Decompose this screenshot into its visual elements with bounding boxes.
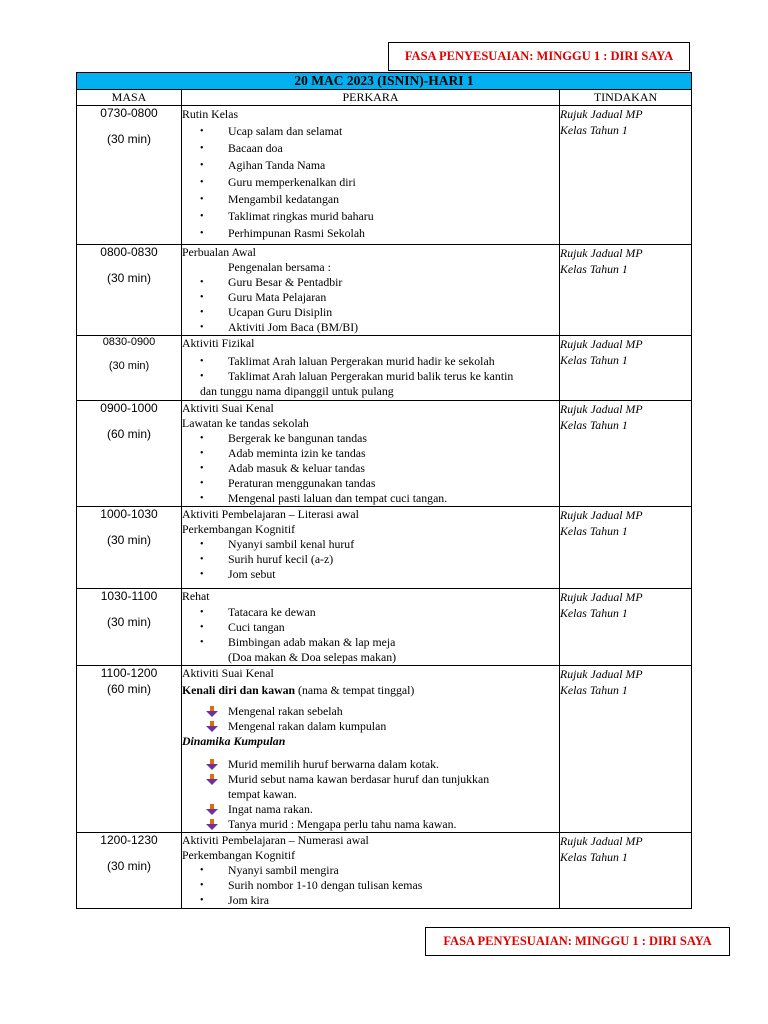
- time-range: 1100-1200: [100, 666, 158, 680]
- time-range: 1000-1030: [100, 507, 158, 521]
- list-item: • Taklimat Arah laluan Pergerakan murid balik terus ke kantin: [200, 369, 559, 384]
- list-item: • Bacaan doa: [200, 140, 559, 157]
- activity-heading: Aktiviti Pembelajaran – Numerasi awal: [182, 833, 369, 847]
- activity-subheading: Perkembangan Kognitif: [182, 848, 296, 862]
- action-line: Kelas Tahun 1: [560, 850, 628, 864]
- action-line: Kelas Tahun 1: [560, 683, 628, 697]
- activity-subheading: [182, 683, 559, 698]
- duration: (30 min): [106, 533, 151, 547]
- activity-cell: [182, 589, 560, 666]
- list-item: • Nyanyi sambil kenal huruf: [200, 537, 559, 552]
- table-row: [77, 589, 692, 666]
- action-cell: [560, 589, 692, 666]
- action-line: Rujuk Jadual MP: [560, 667, 643, 681]
- activity-cell: [182, 666, 560, 833]
- time-range: 0800-0830: [100, 245, 158, 259]
- activity-heading: Aktiviti Fizikal: [182, 336, 255, 350]
- time-range: 0900-1000: [100, 401, 158, 415]
- activity-cell: [182, 245, 560, 336]
- duration: (30 min): [106, 615, 151, 629]
- list-item: • Jom kira: [200, 893, 559, 908]
- table-row: [77, 245, 692, 336]
- list-item: • Jom sebut: [200, 567, 559, 582]
- duration: (60 min): [106, 427, 151, 441]
- time-range: 0730-0800: [100, 106, 158, 120]
- header-perkara: PERKARA: [182, 90, 560, 106]
- duration: (30 min): [106, 271, 151, 285]
- arrow-down-icon: [206, 804, 218, 815]
- bold-heading: Kenali diri dan kawan: [182, 683, 296, 697]
- activity-heading: Perbualan Awal: [182, 245, 256, 259]
- action-cell: [560, 401, 692, 507]
- table-row: [77, 507, 692, 589]
- header-tindakan: TINDAKAN: [560, 90, 692, 106]
- header-masa: MASA: [77, 90, 182, 106]
- arrow-down-icon: [206, 774, 218, 785]
- action-line: Kelas Tahun 1: [560, 353, 628, 367]
- action-line: Kelas Tahun 1: [560, 524, 628, 538]
- table-row: [77, 106, 692, 245]
- time-cell: [77, 336, 182, 401]
- list-item: • Guru memperkenalkan diri: [200, 174, 559, 191]
- list-item: • Mengenal pasti laluan dan tempat cuci tangan.: [200, 491, 559, 506]
- activity-cell: [182, 833, 560, 909]
- list-item: • Peraturan menggunakan tandas: [200, 476, 559, 491]
- activity-cell: [182, 507, 560, 589]
- time-cell: [77, 589, 182, 666]
- table-row: [77, 401, 692, 507]
- time-range: 1030-1100: [100, 589, 158, 603]
- duration: (60 min): [106, 682, 151, 696]
- list-item: Murid sebut nama kawan berdasar huruf dan tunjukkan tempat kawan.: [204, 772, 559, 802]
- arrow-down-icon: [206, 819, 218, 830]
- table-row: [77, 833, 692, 909]
- list-item: • Surih huruf kecil (a-z): [200, 552, 559, 567]
- list-item: Mengenal rakan dalam kumpulan: [204, 719, 559, 734]
- activity-cell: [182, 106, 560, 245]
- action-cell: [560, 507, 692, 589]
- arrow-down-icon: [206, 706, 218, 717]
- list-item: • Guru Mata Pelajaran: [200, 290, 559, 305]
- action-line: Rujuk Jadual MP: [560, 834, 643, 848]
- action-cell: [560, 106, 692, 245]
- phase-banner-bottom: FASA PENYESUAIAN: MINGGU 1 : DIRI SAYA: [425, 927, 730, 956]
- list-item: Tanya murid : Mengapa perlu tahu nama kawan.: [204, 817, 559, 832]
- phase-banner-top: FASA PENYESUAIAN: MINGGU 1 : DIRI SAYA: [388, 42, 690, 71]
- action-line: Rujuk Jadual MP: [560, 246, 643, 260]
- time-cell: [77, 507, 182, 589]
- action-line: Rujuk Jadual MP: [560, 402, 643, 416]
- arrow-down-icon: [206, 759, 218, 770]
- bold-heading-suffix: (nama & tempat tinggal): [295, 683, 415, 697]
- list-item: • Aktiviti Jom Baca (BM/BI): [200, 320, 559, 335]
- action-cell: [560, 666, 692, 833]
- action-line: Rujuk Jadual MP: [560, 337, 643, 351]
- time-cell: [77, 106, 182, 245]
- arrow-down-icon: [206, 721, 218, 732]
- list-item: • Tatacara ke dewan: [200, 605, 559, 620]
- list-item-continuation: tempat kawan.: [228, 787, 297, 801]
- list-item: • Bimbingan adab makan & lap meja: [200, 635, 559, 650]
- list-item-continuation: dan tunggu nama dipanggil untuk pulang: [200, 384, 394, 398]
- activity-subheading: Lawatan ke tandas sekolah: [182, 416, 309, 430]
- action-line: Kelas Tahun 1: [560, 606, 628, 620]
- activity-cell: [182, 401, 560, 507]
- bold-italic-heading: Dinamika Kumpulan: [182, 734, 286, 748]
- list-item: • Mengambil kedatangan: [200, 191, 559, 208]
- time-cell: [77, 401, 182, 507]
- activity-intro: Pengenalan bersama :: [228, 260, 331, 274]
- list-item: • Bergerak ke bangunan tandas: [200, 431, 559, 446]
- action-line: Rujuk Jadual MP: [560, 508, 643, 522]
- list-item: • Surih nombor 1-10 dengan tulisan kemas: [200, 878, 559, 893]
- list-item: • Cuci tangan: [200, 620, 559, 635]
- activity-heading: Aktiviti Suai Kenal: [182, 401, 274, 415]
- list-item: • Adab masuk & keluar tandas: [200, 461, 559, 476]
- schedule-table: [76, 72, 692, 909]
- activity-heading: Aktiviti Pembelajaran – Literasi awal: [182, 507, 359, 521]
- duration: (30 min): [106, 859, 151, 873]
- activity-heading: Rehat: [182, 589, 210, 603]
- list-item: • Ucapan Guru Disiplin: [200, 305, 559, 320]
- list-item: • Nyanyi sambil mengira: [200, 863, 559, 878]
- action-cell: [560, 833, 692, 909]
- action-cell: [560, 245, 692, 336]
- activity-subheading: Perkembangan Kognitif: [182, 522, 296, 536]
- action-line: Rujuk Jadual MP: [560, 590, 643, 604]
- activity-heading: Rutin Kelas: [182, 107, 239, 121]
- duration: (30 min): [106, 132, 151, 146]
- list-item: • Agihan Tanda Nama: [200, 157, 559, 174]
- table-row: [77, 666, 692, 833]
- list-item: Mengenal rakan sebelah: [204, 704, 559, 719]
- list-item: • Adab meminta izin ke tandas: [200, 446, 559, 461]
- list-item: • Taklimat ringkas murid baharu: [200, 208, 559, 225]
- list-item-continuation: (Doa makan & Doa selepas makan): [228, 650, 397, 664]
- activity-cell: [182, 336, 560, 401]
- list-item: Ingat nama rakan.: [204, 802, 559, 817]
- list-item: • Perhimpunan Rasmi Sekolah: [200, 225, 559, 242]
- time-cell: [77, 245, 182, 336]
- time-range: 1200-1230: [100, 833, 158, 847]
- table-title: 20 MAC 2023 (ISNIN)-HARI 1: [77, 73, 692, 90]
- time-cell: [77, 666, 182, 833]
- table-row: [77, 336, 692, 401]
- time-range: 0830-0900: [102, 336, 156, 348]
- activity-heading: Aktiviti Suai Kenal: [182, 666, 274, 680]
- action-cell: [560, 336, 692, 401]
- list-item: • Taklimat Arah laluan Pergerakan murid hadir ke sekolah: [200, 354, 559, 369]
- action-line: Kelas Tahun 1: [560, 262, 628, 276]
- list-item: • Guru Besar & Pentadbir: [200, 275, 559, 290]
- time-cell: [77, 833, 182, 909]
- action-line: Kelas Tahun 1: [560, 418, 628, 432]
- action-line: Kelas Tahun 1: [560, 123, 628, 137]
- duration: (30 min): [108, 360, 150, 372]
- action-line: Rujuk Jadual MP: [560, 107, 643, 121]
- list-item: Murid memilih huruf berwarna dalam kotak.: [204, 757, 559, 772]
- list-item: • Ucap salam dan selamat: [200, 123, 559, 140]
